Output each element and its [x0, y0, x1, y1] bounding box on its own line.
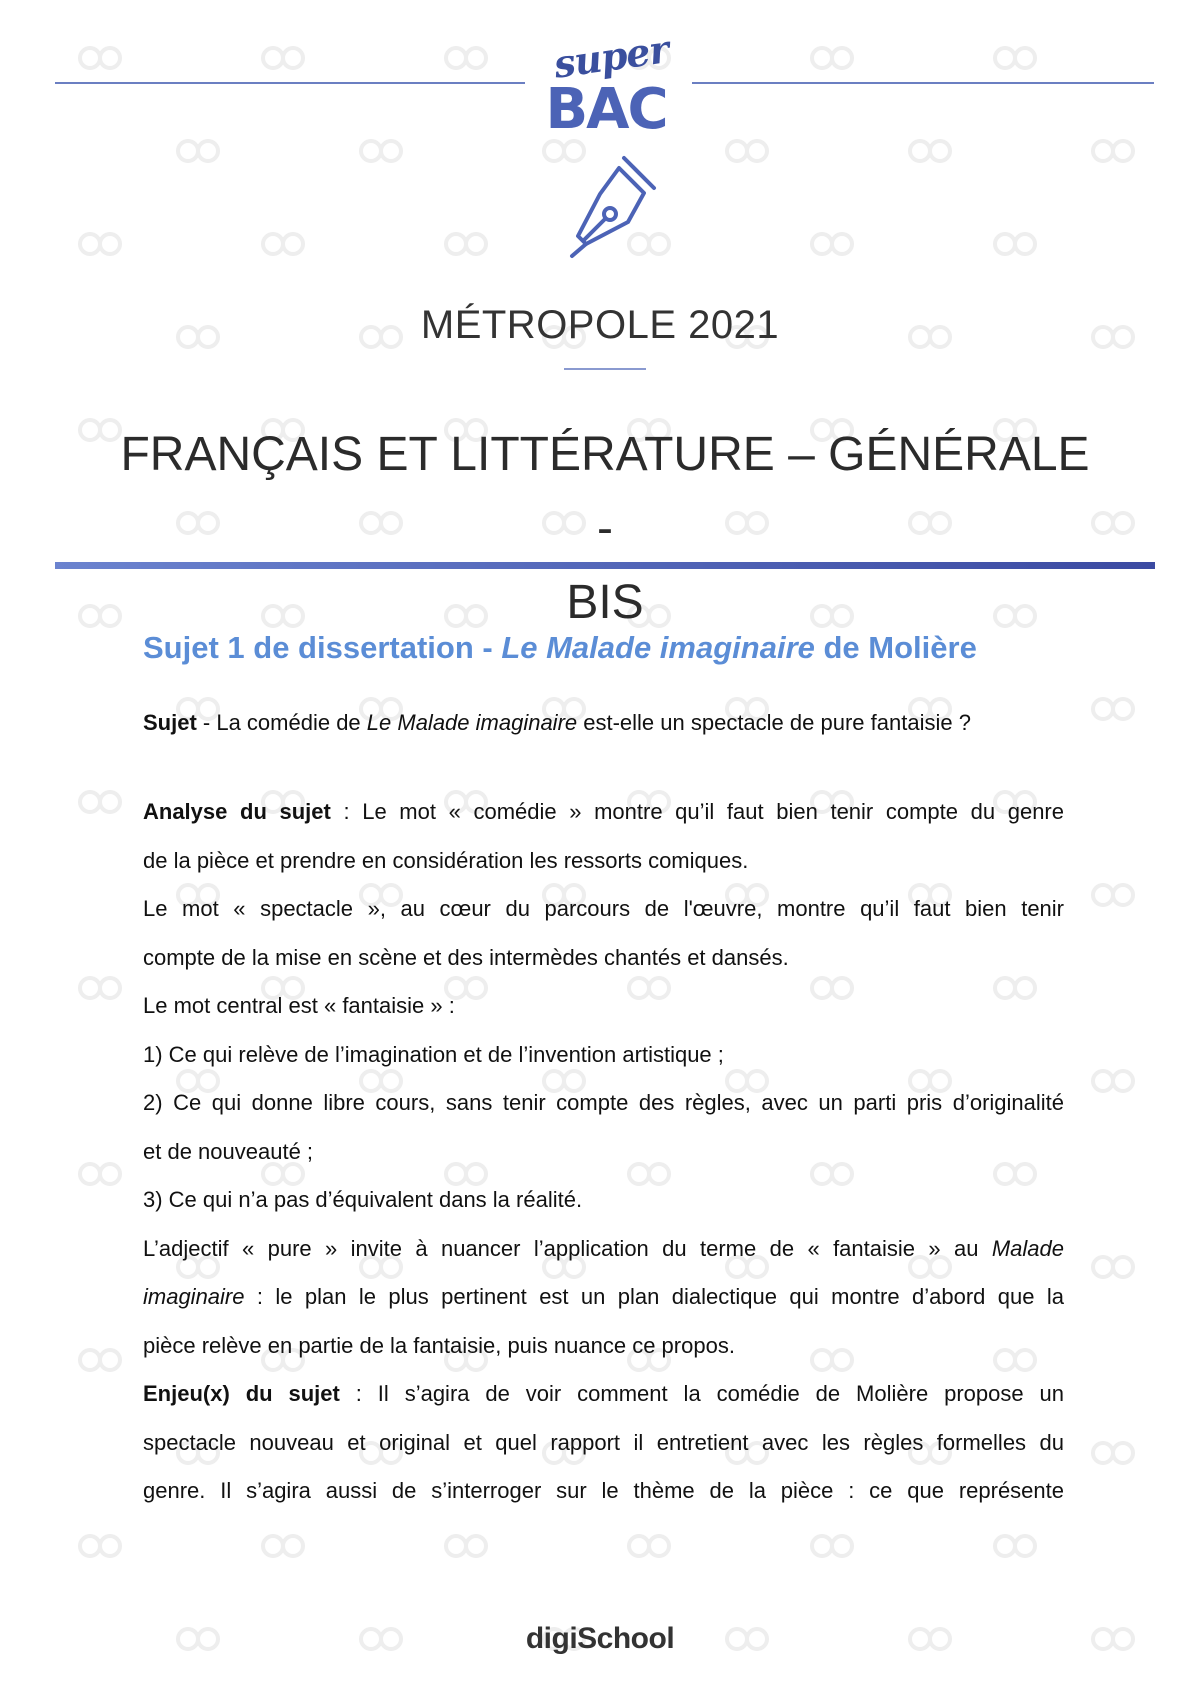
- analyse-line-1: Analyse du sujet : Le mot « comédie » montre qu’il faut bien tenir compte du genre: [143, 799, 1064, 824]
- watermark-loop-icon: [80, 792, 120, 812]
- watermark-loop-icon: [263, 1536, 303, 1556]
- analyse-line-12: pièce relève en partie de la fantaisie, puis nuance ce propos.: [143, 1332, 735, 1358]
- watermark-loop-icon: [1093, 699, 1133, 719]
- superbac-logo: [528, 22, 688, 262]
- watermark-loop-icon: [995, 48, 1035, 68]
- watermark-loop-icon: [80, 1350, 120, 1370]
- watermark-loop-icon: [1093, 885, 1133, 905]
- title-divider: [55, 562, 1155, 569]
- analyse-line-11: imaginaire : le plan le plus pertinent est un plan dialectique qui montre d’abord que la: [143, 1284, 1064, 1309]
- watermark-loop-icon: [178, 141, 218, 161]
- watermark-loop-icon: [995, 234, 1035, 254]
- digischool-logo: digiSchool: [525, 1622, 675, 1655]
- watermark-loop-icon: [80, 48, 120, 68]
- watermark-loop-icon: [80, 978, 120, 998]
- header-rule-left: [55, 82, 525, 84]
- analyse-line-4: compte de la mise en scène et des intermèdes chantés et dansés.: [143, 944, 789, 970]
- watermark-loop-icon: [446, 48, 486, 68]
- watermark-loop-icon: [80, 1536, 120, 1556]
- analyse-label: Analyse du sujet: [143, 799, 331, 824]
- sujet-paragraph: [143, 699, 1064, 748]
- watermark-loop-icon: [812, 48, 852, 68]
- watermark-loop-icon: [263, 48, 303, 68]
- watermark-loop-icon: [995, 1536, 1035, 1556]
- watermark-loop-icon: [361, 141, 401, 161]
- watermark-loop-icon: [263, 234, 303, 254]
- watermark-loop-icon: [1093, 1257, 1133, 1277]
- page-title: [110, 418, 1100, 640]
- sujet-work-title: Le Malade imaginaire: [366, 710, 578, 735]
- watermark-loop-icon: [727, 141, 767, 161]
- page-title-line-2: BIS: [566, 576, 644, 629]
- watermark-loop-icon: [812, 1536, 852, 1556]
- section-heading: [143, 630, 1143, 666]
- analyse-line-3: Le mot « spectacle », au cœur du parcours de l'œuvre, montre qu’il faut bien tenir: [143, 896, 1064, 921]
- section-heading-work: Le Malade imaginaire: [501, 630, 815, 665]
- sujet-text-a: - La comédie de: [196, 710, 367, 735]
- watermark-loop-icon: [1093, 1071, 1133, 1091]
- analyse-line-6: 1) Ce qui relève de l’imagination et de l’invention artistique ;: [143, 1041, 724, 1067]
- enjeu-line-2: spectacle nouveau et original et quel rapport il entretient avec les règles formelles du: [143, 1429, 1064, 1455]
- analyse-line-5: Le mot central est « fantaisie » :: [143, 993, 455, 1018]
- enjeu-line-1: Enjeu(x) du sujet : Il s’agira de voir comment la comédie de Molière propose un: [143, 1381, 1064, 1406]
- watermark-loop-icon: [80, 234, 120, 254]
- analyse-paragraph: [143, 788, 1064, 1516]
- watermark-loop-icon: [80, 1164, 120, 1184]
- sujet-label: Sujet: [143, 710, 197, 735]
- logo-bac-text: BAC: [545, 77, 667, 142]
- enjeu-line-3: genre. Il s’agira aussi de s’interroger sur le thème de la pièce : ce que représente: [143, 1478, 1064, 1503]
- watermark-loop-icon: [812, 234, 852, 254]
- logo-super-text: super: [551, 26, 671, 87]
- analyse-line-2: de la pièce et prendre en considération les ressorts comiques.: [143, 847, 749, 873]
- watermark-loop-icon: [629, 1536, 669, 1556]
- analyse-line-7: 2) Ce qui donne libre cours, sans tenir compte des règles, avec un parti pris d’originalité: [143, 1090, 1064, 1115]
- subtitle-underline: [564, 368, 646, 370]
- exam-session-subtitle: MÉTROPOLE 2021: [420, 303, 780, 347]
- section-heading-prefix: Sujet 1 de dissertation -: [143, 630, 502, 665]
- analyse-line-9: 3) Ce qui n’a pas d’équivalent dans la réalité.: [143, 1187, 583, 1212]
- enjeu-label: Enjeu(x) du sujet: [143, 1381, 340, 1406]
- sujet-text-b: est-elle un spectacle de pure fantaisie ?: [577, 710, 971, 735]
- watermark-loop-icon: [1093, 1443, 1133, 1463]
- analyse-line-8: et de nouveauté ;: [143, 1138, 314, 1164]
- section-heading-suffix: de Molière: [814, 630, 977, 665]
- watermark-loop-icon: [446, 1536, 486, 1556]
- header-rule-right: [692, 82, 1154, 84]
- watermark-loop-icon: [910, 141, 950, 161]
- analyse-line-10: L’adjectif « pure » invite à nuancer l’application du terme de « fantaisie » au Malade: [143, 1235, 1064, 1261]
- page-title-line-1: FRANÇAIS ET LITTÉRATURE – GÉNÉRALE -: [120, 428, 1090, 555]
- fountain-pen-icon: [564, 152, 660, 260]
- watermark-loop-icon: [446, 234, 486, 254]
- watermark-loop-icon: [1093, 141, 1133, 161]
